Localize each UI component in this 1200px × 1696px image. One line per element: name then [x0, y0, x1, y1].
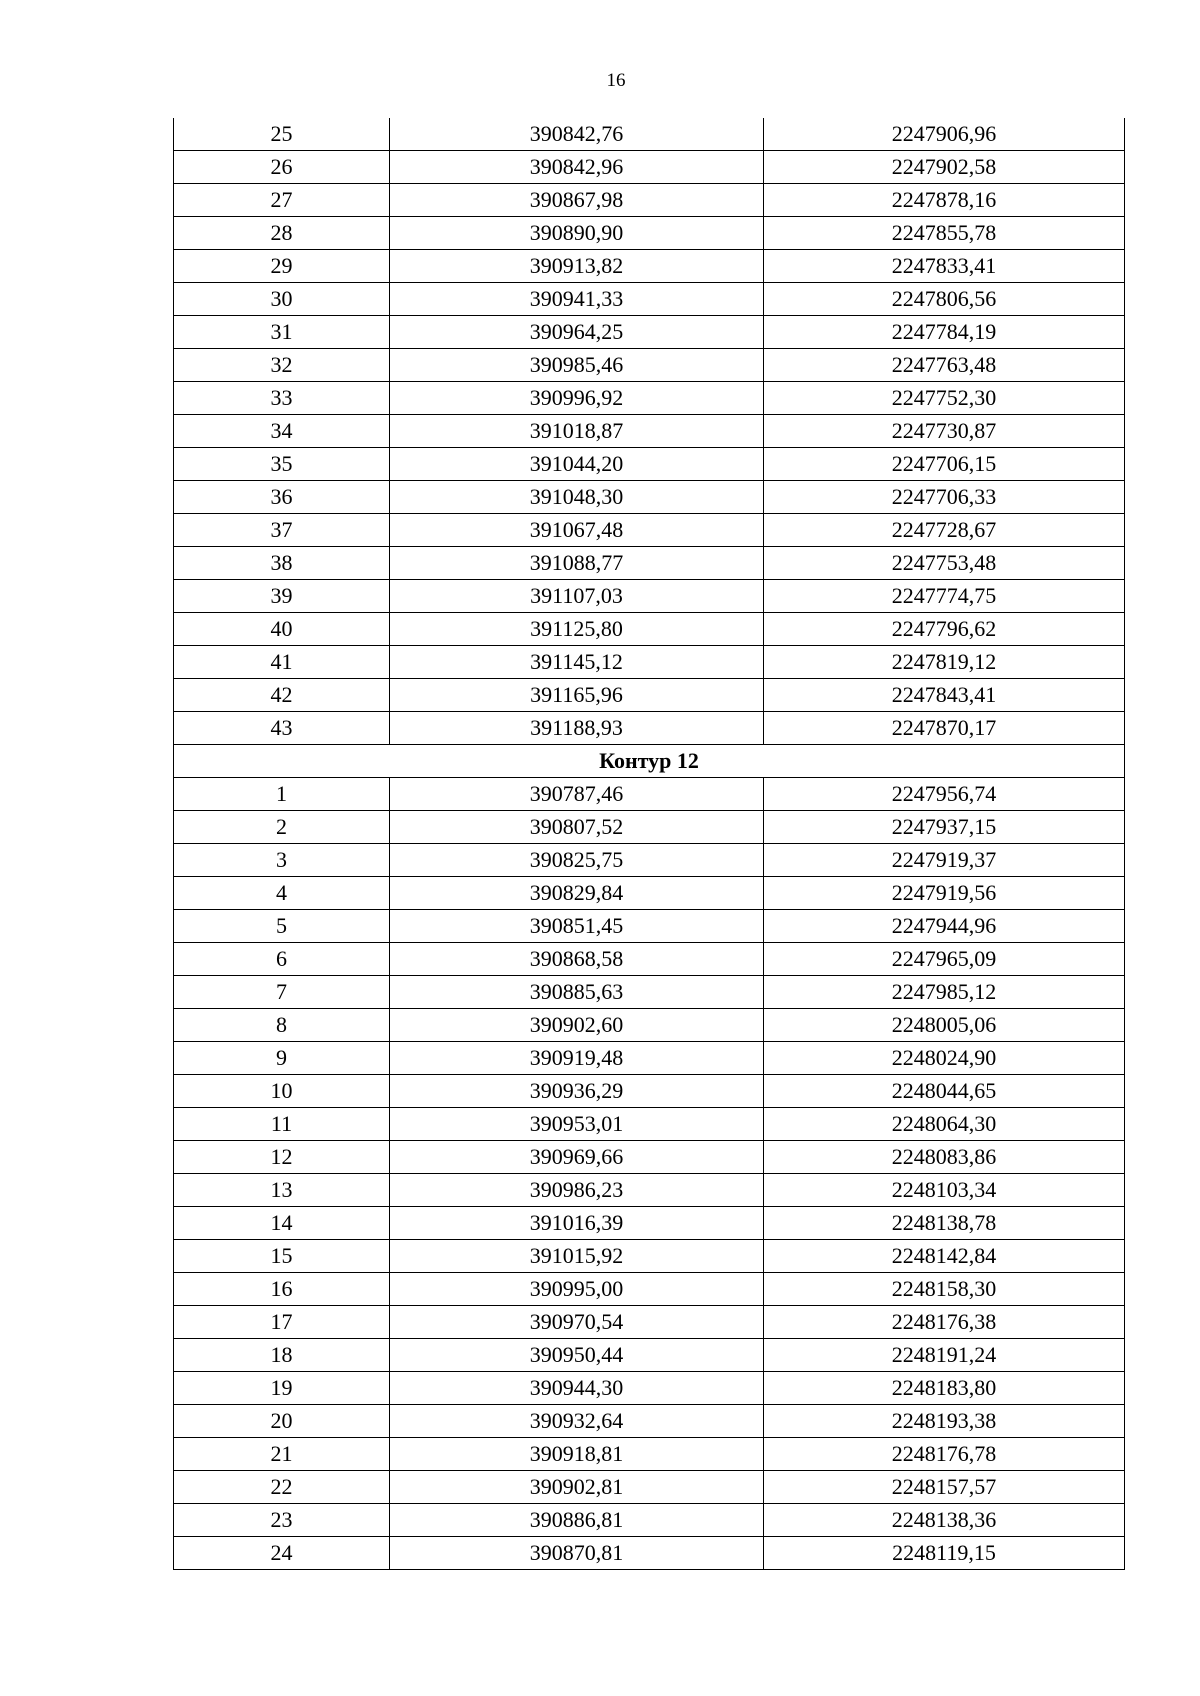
table-row	[174, 646, 1125, 679]
point-number-cell: 41	[174, 646, 390, 679]
point-number-cell: 10	[174, 1075, 390, 1108]
table-row	[174, 250, 1125, 283]
table-row	[174, 1306, 1125, 1339]
x-coordinate-cell: 391015,92	[390, 1240, 764, 1273]
table-row	[174, 1009, 1125, 1042]
y-coordinate-cell: 2248024,90	[764, 1042, 1125, 1075]
x-coordinate-cell: 391018,87	[390, 415, 764, 448]
point-number-cell: 24	[174, 1537, 390, 1570]
x-coordinate-cell: 391145,12	[390, 646, 764, 679]
table-row	[174, 1405, 1125, 1438]
table-row	[174, 613, 1125, 646]
x-coordinate-cell: 390842,76	[390, 118, 764, 151]
x-coordinate-cell: 390941,33	[390, 283, 764, 316]
x-coordinate-cell: 391067,48	[390, 514, 764, 547]
table-row	[174, 679, 1125, 712]
y-coordinate-cell: 2247806,56	[764, 283, 1125, 316]
page-number: 16	[606, 70, 626, 91]
x-coordinate-cell: 390870,81	[390, 1537, 764, 1570]
point-number-cell: 36	[174, 481, 390, 514]
x-coordinate-cell: 391107,03	[390, 580, 764, 613]
table-row	[174, 910, 1125, 943]
table-row	[174, 217, 1125, 250]
x-coordinate-cell: 390995,00	[390, 1273, 764, 1306]
point-number-cell: 34	[174, 415, 390, 448]
table-row	[174, 1075, 1125, 1108]
table-row	[174, 1108, 1125, 1141]
y-coordinate-cell: 2247843,41	[764, 679, 1125, 712]
y-coordinate-cell: 2248005,06	[764, 1009, 1125, 1042]
table-row	[174, 1537, 1125, 1570]
point-number-cell: 11	[174, 1108, 390, 1141]
point-number-cell: 15	[174, 1240, 390, 1273]
y-coordinate-cell: 2247763,48	[764, 349, 1125, 382]
point-number-cell: 20	[174, 1405, 390, 1438]
point-number-cell: 28	[174, 217, 390, 250]
x-coordinate-cell: 390867,98	[390, 184, 764, 217]
x-coordinate-cell: 390919,48	[390, 1042, 764, 1075]
point-number-cell: 4	[174, 877, 390, 910]
point-number-cell: 6	[174, 943, 390, 976]
table-row	[174, 316, 1125, 349]
table-row	[174, 580, 1125, 613]
y-coordinate-cell: 2247985,12	[764, 976, 1125, 1009]
x-coordinate-cell: 390970,54	[390, 1306, 764, 1339]
x-coordinate-cell: 390890,90	[390, 217, 764, 250]
point-number-cell: 33	[174, 382, 390, 415]
x-coordinate-cell: 390885,63	[390, 976, 764, 1009]
table-row	[174, 151, 1125, 184]
y-coordinate-cell: 2247728,67	[764, 514, 1125, 547]
table-row	[174, 778, 1125, 811]
x-coordinate-cell: 391188,93	[390, 712, 764, 745]
x-coordinate-cell: 390944,30	[390, 1372, 764, 1405]
point-number-cell: 32	[174, 349, 390, 382]
y-coordinate-cell: 2248157,57	[764, 1471, 1125, 1504]
table-row	[174, 877, 1125, 910]
point-number-cell: 7	[174, 976, 390, 1009]
point-number-cell: 42	[174, 679, 390, 712]
table-row	[174, 1240, 1125, 1273]
point-number-cell: 12	[174, 1141, 390, 1174]
table-row	[174, 943, 1125, 976]
y-coordinate-cell: 2248138,78	[764, 1207, 1125, 1240]
point-number-cell: 43	[174, 712, 390, 745]
point-number-cell: 39	[174, 580, 390, 613]
point-number-cell: 37	[174, 514, 390, 547]
point-number-cell: 13	[174, 1174, 390, 1207]
x-coordinate-cell: 390807,52	[390, 811, 764, 844]
point-number-cell: 25	[174, 118, 390, 151]
y-coordinate-cell: 2247730,87	[764, 415, 1125, 448]
x-coordinate-cell: 390953,01	[390, 1108, 764, 1141]
y-coordinate-cell: 2247706,33	[764, 481, 1125, 514]
x-coordinate-cell: 390932,64	[390, 1405, 764, 1438]
y-coordinate-cell: 2247855,78	[764, 217, 1125, 250]
coordinates-table-body	[174, 118, 1125, 1570]
point-number-cell: 27	[174, 184, 390, 217]
point-number-cell: 29	[174, 250, 390, 283]
point-number-cell: 26	[174, 151, 390, 184]
table-row	[174, 184, 1125, 217]
point-number-cell: 19	[174, 1372, 390, 1405]
y-coordinate-cell: 2248103,34	[764, 1174, 1125, 1207]
point-number-cell: 16	[174, 1273, 390, 1306]
y-coordinate-cell: 2248142,84	[764, 1240, 1125, 1273]
y-coordinate-cell: 2247753,48	[764, 547, 1125, 580]
table-row	[174, 1141, 1125, 1174]
point-number-cell: 1	[174, 778, 390, 811]
point-number-cell: 5	[174, 910, 390, 943]
x-coordinate-cell: 390842,96	[390, 151, 764, 184]
table-row	[174, 547, 1125, 580]
y-coordinate-cell: 2247870,17	[764, 712, 1125, 745]
y-coordinate-cell: 2247965,09	[764, 943, 1125, 976]
table-row	[174, 448, 1125, 481]
point-number-cell: 3	[174, 844, 390, 877]
x-coordinate-cell: 390985,46	[390, 349, 764, 382]
x-coordinate-cell: 391125,80	[390, 613, 764, 646]
table-row	[174, 481, 1125, 514]
table-row	[174, 118, 1125, 151]
x-coordinate-cell: 390969,66	[390, 1141, 764, 1174]
x-coordinate-cell: 391016,39	[390, 1207, 764, 1240]
point-number-cell: 22	[174, 1471, 390, 1504]
table-row	[174, 844, 1125, 877]
x-coordinate-cell: 390886,81	[390, 1504, 764, 1537]
y-coordinate-cell: 2247774,75	[764, 580, 1125, 613]
y-coordinate-cell: 2247752,30	[764, 382, 1125, 415]
section-header-row	[174, 745, 1125, 778]
section-title: Контур 12	[174, 745, 1125, 778]
table-row	[174, 415, 1125, 448]
x-coordinate-cell: 390787,46	[390, 778, 764, 811]
y-coordinate-cell: 2248158,30	[764, 1273, 1125, 1306]
x-coordinate-cell: 390902,60	[390, 1009, 764, 1042]
point-number-cell: 38	[174, 547, 390, 580]
table-row	[174, 1438, 1125, 1471]
x-coordinate-cell: 390868,58	[390, 943, 764, 976]
y-coordinate-cell: 2248191,24	[764, 1339, 1125, 1372]
point-number-cell: 9	[174, 1042, 390, 1075]
table-row	[174, 382, 1125, 415]
y-coordinate-cell: 2248183,80	[764, 1372, 1125, 1405]
table-row	[174, 514, 1125, 547]
y-coordinate-cell: 2248193,38	[764, 1405, 1125, 1438]
y-coordinate-cell: 2247796,62	[764, 613, 1125, 646]
x-coordinate-cell: 390829,84	[390, 877, 764, 910]
point-number-cell: 17	[174, 1306, 390, 1339]
y-coordinate-cell: 2247906,96	[764, 118, 1125, 151]
y-coordinate-cell: 2247944,96	[764, 910, 1125, 943]
x-coordinate-cell: 390825,75	[390, 844, 764, 877]
y-coordinate-cell: 2248044,65	[764, 1075, 1125, 1108]
table-row	[174, 811, 1125, 844]
y-coordinate-cell: 2247706,15	[764, 448, 1125, 481]
point-number-cell: 18	[174, 1339, 390, 1372]
point-number-cell: 30	[174, 283, 390, 316]
table-row	[174, 1207, 1125, 1240]
y-coordinate-cell: 2247956,74	[764, 778, 1125, 811]
y-coordinate-cell: 2247937,15	[764, 811, 1125, 844]
point-number-cell: 40	[174, 613, 390, 646]
y-coordinate-cell: 2247902,58	[764, 151, 1125, 184]
point-number-cell: 8	[174, 1009, 390, 1042]
table-row	[174, 1471, 1125, 1504]
y-coordinate-cell: 2247833,41	[764, 250, 1125, 283]
y-coordinate-cell: 2248176,38	[764, 1306, 1125, 1339]
x-coordinate-cell: 390918,81	[390, 1438, 764, 1471]
x-coordinate-cell: 390902,81	[390, 1471, 764, 1504]
point-number-cell: 14	[174, 1207, 390, 1240]
point-number-cell: 23	[174, 1504, 390, 1537]
y-coordinate-cell: 2248138,36	[764, 1504, 1125, 1537]
y-coordinate-cell: 2247819,12	[764, 646, 1125, 679]
point-number-cell: 31	[174, 316, 390, 349]
coordinates-table	[173, 118, 1125, 1570]
table-row	[174, 349, 1125, 382]
x-coordinate-cell: 391165,96	[390, 679, 764, 712]
point-number-cell: 21	[174, 1438, 390, 1471]
y-coordinate-cell: 2248176,78	[764, 1438, 1125, 1471]
x-coordinate-cell: 390964,25	[390, 316, 764, 349]
x-coordinate-cell: 391044,20	[390, 448, 764, 481]
table-row	[174, 1504, 1125, 1537]
x-coordinate-cell: 390851,45	[390, 910, 764, 943]
y-coordinate-cell: 2247878,16	[764, 184, 1125, 217]
y-coordinate-cell: 2248064,30	[764, 1108, 1125, 1141]
point-number-cell: 2	[174, 811, 390, 844]
x-coordinate-cell: 390996,92	[390, 382, 764, 415]
y-coordinate-cell: 2247919,56	[764, 877, 1125, 910]
table-row	[174, 712, 1125, 745]
x-coordinate-cell: 390950,44	[390, 1339, 764, 1372]
x-coordinate-cell: 390936,29	[390, 1075, 764, 1108]
table-row	[174, 283, 1125, 316]
table-row	[174, 1273, 1125, 1306]
y-coordinate-cell: 2248083,86	[764, 1141, 1125, 1174]
table-row	[174, 1042, 1125, 1075]
y-coordinate-cell: 2247784,19	[764, 316, 1125, 349]
table-row	[174, 1372, 1125, 1405]
x-coordinate-cell: 390986,23	[390, 1174, 764, 1207]
x-coordinate-cell: 391088,77	[390, 547, 764, 580]
point-number-cell: 35	[174, 448, 390, 481]
table-row	[174, 976, 1125, 1009]
x-coordinate-cell: 391048,30	[390, 481, 764, 514]
table-row	[174, 1339, 1125, 1372]
table-row	[174, 1174, 1125, 1207]
x-coordinate-cell: 390913,82	[390, 250, 764, 283]
y-coordinate-cell: 2248119,15	[764, 1537, 1125, 1570]
y-coordinate-cell: 2247919,37	[764, 844, 1125, 877]
